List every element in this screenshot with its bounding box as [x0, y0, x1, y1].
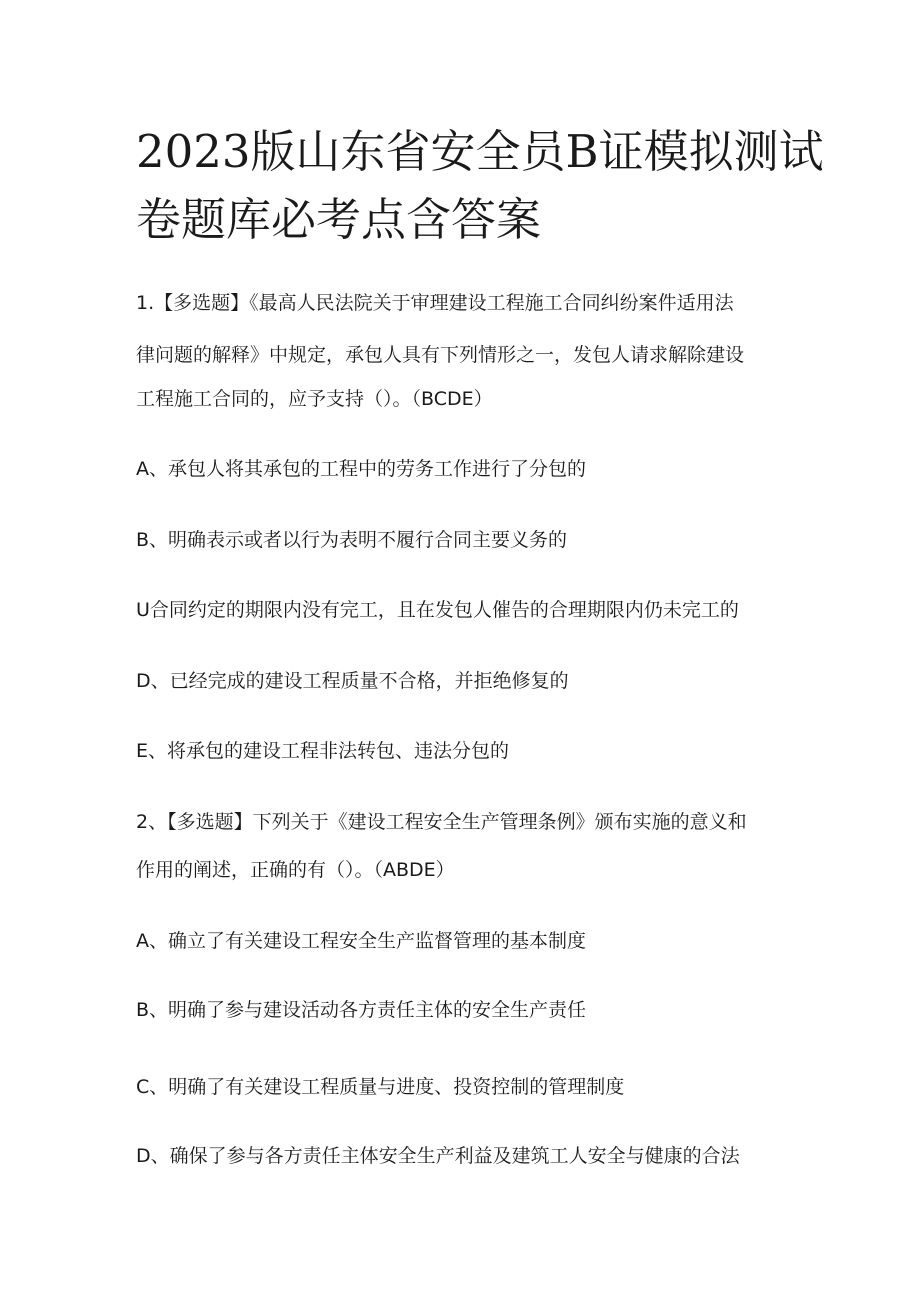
question-2-stem-line: 作用的阐述，正确的有（）。（ABDE）	[136, 859, 455, 881]
title-line: 卷题库必考点含答案	[136, 193, 542, 246]
question-2-option-d: D、确保了参与各方责任主体安全生产利益及建筑工人安全与健康的合法	[136, 1145, 740, 1167]
question-1-option-e: E、将承包的建设工程非法转包、违法分包的	[136, 740, 510, 762]
question-2-option-c: C、明确了有关建设工程质量与进度、投资控制的管理制度	[136, 1076, 625, 1098]
question-2-option-b: B、明确了参与建设活动各方责任主体的安全生产责任	[136, 999, 587, 1021]
question-2-stem-line: 2、【多选题】下列关于《建设工程安全生产管理条例》颁布实施的意义和	[136, 811, 747, 833]
question-2-option-a: A、确立了有关建设工程安全生产监督管理的基本制度	[136, 930, 586, 952]
question-1-option-b: B、明确表示或者以行为表明不履行合同主要义务的	[136, 529, 568, 551]
question-1-option-d: D、已经完成的建设工程质量不合格，并拒绝修复的	[136, 670, 569, 692]
question-1-stem-line: 律问题的解释》中规定，承包人具有下列情形之一，发包人请求解除建设	[136, 344, 745, 366]
question-1-stem-line: 1.【多选题】《最高人民法院关于审理建设工程施工合同纠纷案件适用法	[136, 292, 734, 314]
document-title	[136, 118, 824, 254]
question-1-stem-line: 工程施工合同的，应予支持（）。（BCDE）	[136, 388, 493, 410]
question-1-option-a: A、承包人将其承包的工程中的劳务工作进行了分包的	[136, 458, 586, 480]
title-line: 2023版山东省安全员B证模拟测试	[136, 125, 824, 178]
question-1-option-c: U合同约定的期限内没有完工，且在发包人催告的合理期限内仍未完工的	[136, 599, 739, 621]
